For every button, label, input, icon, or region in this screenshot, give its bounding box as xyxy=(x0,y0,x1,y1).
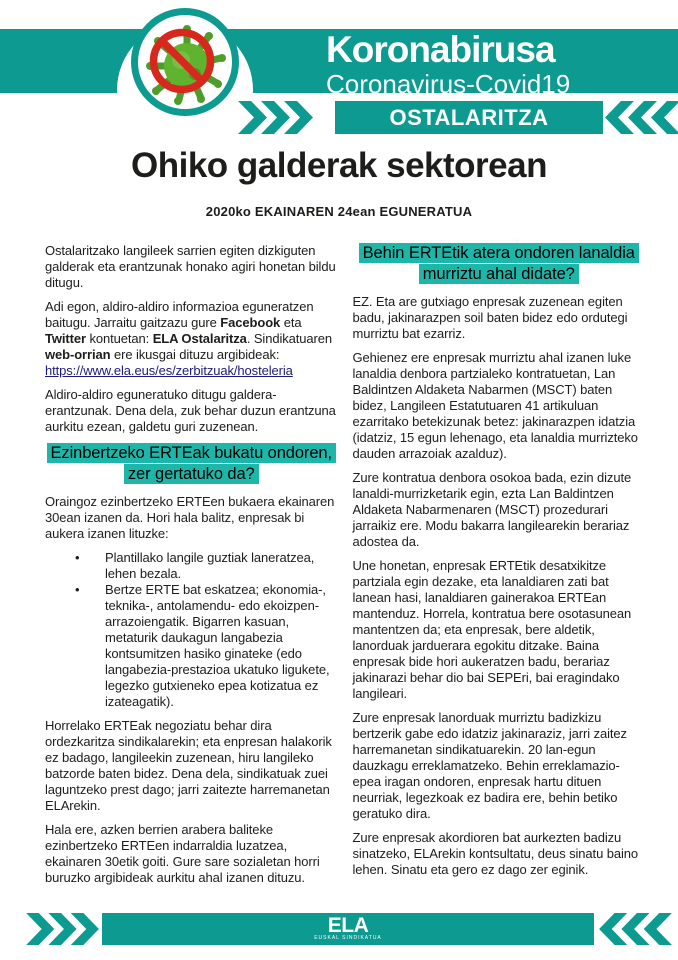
chevrons-left-icon xyxy=(598,913,672,945)
section-heading-text: Ezinbertzeko ERTEak bukatu ondoren, zer gertatuko da? xyxy=(47,443,336,484)
section-heading-text: Behin ERTEtik atera ondoren lanaldia murriztu ahal didate? xyxy=(359,243,639,284)
virus-prohibition-icon xyxy=(129,6,241,118)
paragraph-updates: Aldiro-aldiro eguneratuko ditugu galdera-erantzunak. Dena dela, zuk behar duzun erantzuna aurkitu ezean, galdetu guri zuzenean. xyxy=(45,387,336,434)
paragraph-msct: Gehienez ere enpresak murriztu ahal izanen luke lanaldia denbora partzialeko kontratuetan, Lan Baldintzen Aldaketa Nabarmen (MSCT) baten bidez, Langileen Estatutuaren 41 artikuluan ezarritako betekizunak betez: jakinarazpen idatzia (idatziz, 15 egun lehenago, eta lanaldia murrizteko dauden arrazoiak azalduz). xyxy=(352,350,638,461)
virus-prohibition-icon-svg xyxy=(129,6,241,118)
sector-band xyxy=(335,101,603,134)
paragraph-erte-options: Oraingoz ezinbertzeko ERTEen bukaera ekainaren 30ean izanen da. Hori hala balitz, enpresak bi aukera izanen lituzke: xyxy=(45,494,335,541)
text-run: kontuetan: xyxy=(85,331,153,346)
sector-label: OSTALARITZA xyxy=(389,104,549,130)
paragraph-social xyxy=(45,299,338,379)
ela-logo: ELA xyxy=(327,914,369,937)
text-run: eta xyxy=(280,315,302,330)
brand-block xyxy=(326,31,570,97)
list-item: • Plantillako langile guztiak laneratzea, lehen bezala. xyxy=(105,550,338,582)
right-column xyxy=(353,243,646,894)
text-run: ere ikusgai dituzu argibideak: xyxy=(110,347,280,362)
paragraph-negotiate: Horrelako ERTEak negoziatu behar dira ordezkaritza sindikalarekin; eta enpresan halakorik ez badago, langileekin zuzenean, hiru langileko batzorde baten bidez. Dena dela, sindikatuak zuei laguntzeko prest dago; jarri zaitezte harremanetan ELArekin. xyxy=(45,718,332,813)
section-heading-lanaldia xyxy=(353,243,646,285)
bold-ela-ostalaritza: ELA Ostalaritza xyxy=(152,331,247,346)
brand-title: Koronabirusa xyxy=(326,29,555,70)
paragraph-claim: Zure enpresak lanorduak murriztu badizkizu bertzerik gabe edo idatziz jakinaraziz, jarri zaitez harremanetan sindikatuarekin. 20 lan-egun dauzkagu erreklamatzeko. Behin erreklamazio-epea iragan ondoren, enpresak hartu dituen neurriak, legezkoak ez badira ere, behin betiko geratuko dira. xyxy=(352,710,627,821)
text-run: . Sindikatuaren xyxy=(246,331,333,346)
content-columns xyxy=(45,243,645,894)
paragraph-agreement: Zure enpresak akordioren bat aurkezten badizu sinatzeko, ELArekin kontsultatu, deus sinatu baino lehen. Sinatu eta gero ez dago zer eginik. xyxy=(352,830,639,877)
chevrons-left-icon xyxy=(604,101,678,134)
left-column xyxy=(45,243,338,894)
chevrons-right-icon xyxy=(26,913,100,945)
paragraph-fulltime: Zure kontratua denbora osokoa bada, ezin dizute lanaldi-murrizketarik egin, ezta Lan Baldintzen Aldaketa Nabarmenaren (MSCT) prozedurari jarraikiz ere. Modu bakarra langilearekin berariaz adostea da. xyxy=(352,470,632,549)
paragraph-extension: Hala ere, azken berrien arabera baliteke ezinbertzeko ERTEen indarraldia luzatzea, ekainaren 30etik goiti. Gure sare sozialetan horri buruzko argibideak aurkitu ahal izanen dituzu. xyxy=(45,822,320,885)
sector-row xyxy=(0,101,678,134)
text-run: Adi egon, aldiro-aldiro informazioa eguneratzen baitugu. Jarraitu gaitzazu gure xyxy=(45,299,314,330)
bold-web-orrian: web-orrian xyxy=(45,347,111,362)
paragraph-partial: Une honetan, enpresak ERTEtik desatxikitze partziala egin dezake, eta lanaldiaren zati bat lanean hasi, lanaldiaren gainerakoa ERTEan mantenduz. Horrela, kontratua bere osotasunean mantentzen da; eta enpresak, bere aldetik, lanorduak jarduerara egokitu ditzake. Baina enpresak bide hori aukeratzen badu, berariaz jakinarazi behar dio bai SEPEri, bai eragindako langileari. xyxy=(352,558,632,701)
paragraph-ez: EZ. Eta are gutxiago enpresak zuzenean egiten badu, jakinarazpen soil baten bidez edo ordutegi murriztu bat ezarriz. xyxy=(352,294,628,341)
ela-logo-subtitle: EUSKAL SINDIKATUA xyxy=(314,935,382,941)
chevrons-right-icon xyxy=(238,101,314,134)
page-title: Ohiko galderak sektorean xyxy=(131,146,547,185)
section-heading-erte-end xyxy=(45,443,338,485)
updated-line: 2020ko EKAINAREN 24ean EGUNERATUA xyxy=(205,204,473,219)
bold-twitter: Twitter xyxy=(45,331,86,346)
brand-subtitle: Coronavirus-Covid19 xyxy=(326,69,571,99)
bullet-list xyxy=(45,550,338,710)
website-link[interactable]: https://www.ela.eus/es/zerbitzuak/hosteleria xyxy=(45,363,293,378)
paragraph-intro: Ostalaritzako langileek sarrien egiten dizkiguten galderak eta erantzunak honako agiri honetan bildu ditugu. xyxy=(45,243,336,290)
footer-band xyxy=(102,913,594,945)
bold-facebook: Facebook xyxy=(220,315,281,330)
list-item: • Bertze ERTE bat eskatzea; ekonomia-, teknika-, antolamendu- edo ekoizpen-arrazoiengatik. Bigarren kasuan, metaturik daukagun langabezia kontsumitzen hasiko ginateke (edo langabezia-prestazioa ukatuko ligukete, legezko gutxieneko epea kotizatua ez izateagatik). xyxy=(105,582,338,710)
